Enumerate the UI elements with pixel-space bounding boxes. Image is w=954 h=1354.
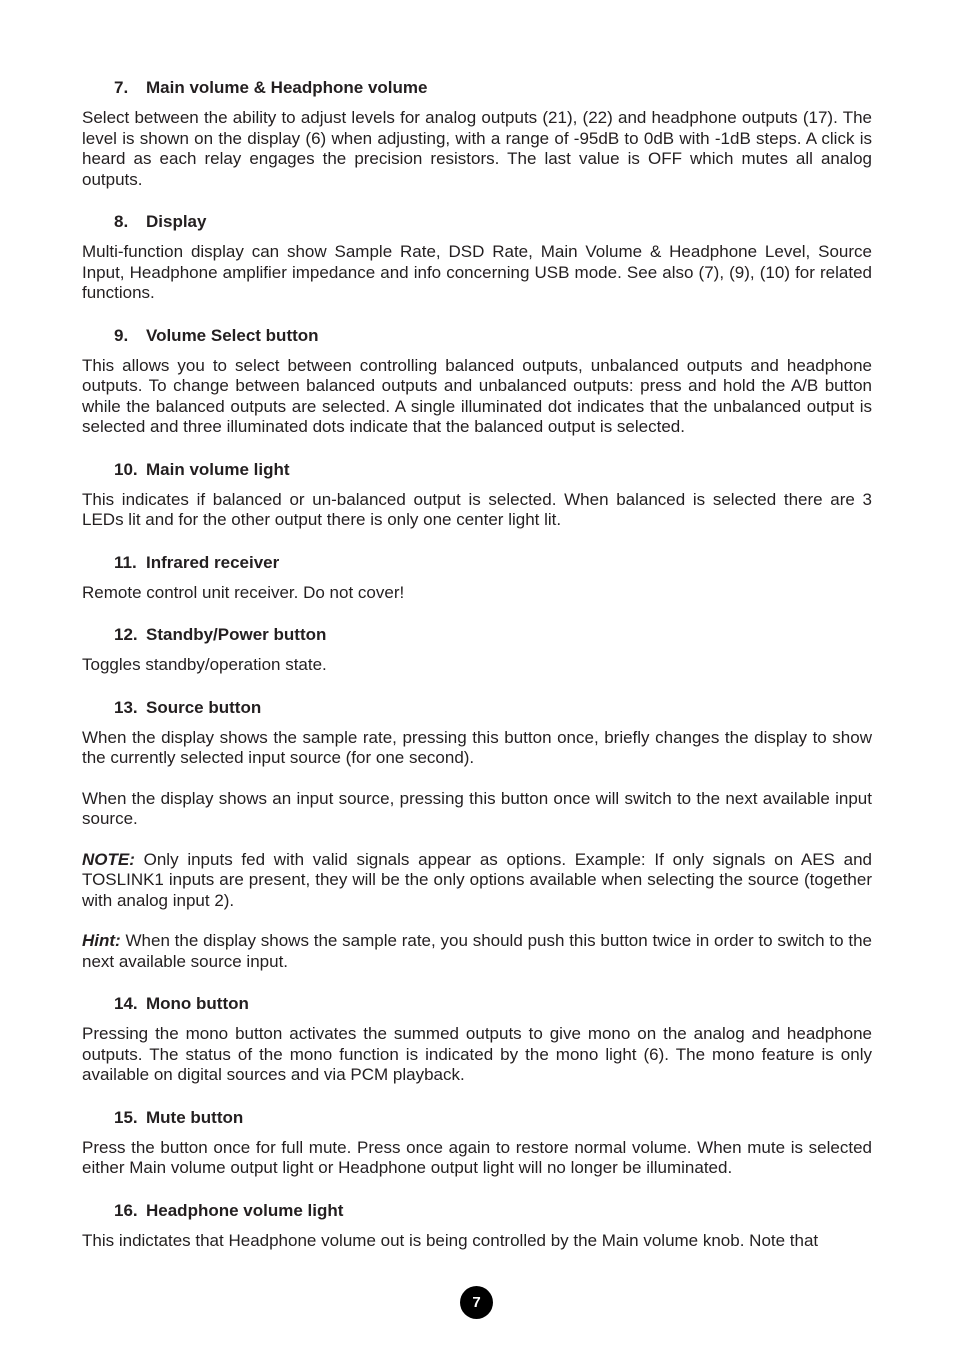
section-heading-display (82, 210, 872, 234)
section-title: Mute button (146, 1107, 244, 1127)
section-number: 13. (114, 697, 138, 717)
page-number-badge: 7 (460, 1286, 493, 1319)
section-number: 12. (114, 625, 138, 644)
section-title: Headphone volume light (146, 1200, 344, 1220)
section-paragraph: This indicates if balanced or un-balanced output is selected. When balanced is selected there are 3 LEDs lit and for the other output there is only one center light lit. (82, 489, 872, 529)
section-heading-mono-button (82, 992, 872, 1016)
hint-paragraph (82, 931, 872, 972)
hint-label: Hint: (82, 931, 121, 950)
section-paragraph: Remote control unit receiver. Do not cover! (82, 582, 405, 602)
section-heading-main-volume (82, 76, 872, 100)
section-paragraph: This indictates that Headphone volume out is being controlled by the Main volume knob. Note that (82, 1230, 819, 1250)
section-paragraph: Pressing the mono button activates the summed outputs to give mono on the analog and headphone outputs. The status of the mono function is indicated by the mono light (6). The mono feature is only available on digital sources and via PCM playback. (82, 1024, 872, 1084)
section-heading-mute-button (82, 1106, 872, 1130)
section-number: 9. (114, 325, 129, 345)
section-paragraph: When the display shows an input source, pressing this button once will switch to the next available input source. (82, 788, 872, 828)
section-number: 16. (114, 1200, 138, 1220)
section-number: 11. (114, 552, 137, 572)
section-paragraph: When the display shows the sample rate, pressing this button once, briefly changes the display to show the currently selected input source (for one second). (82, 727, 872, 767)
section-heading-infrared-receiver (82, 551, 872, 575)
hint-text: When the display shows the sample rate, you should push this button twice in order to switch to the next available source input. (82, 931, 872, 971)
section-paragraph: Multi-function display can show Sample Rate, DSD Rate, Main Volume & Headphone Level, Source Input, Headphone amplifier impedance and info concerning USB mode. See also (7), (9), (10) for related functions. (82, 242, 872, 302)
section-number: 7. (114, 78, 129, 97)
section-number: 15. (114, 1107, 138, 1127)
section-heading-source-button (82, 696, 872, 720)
section-number: 10. (114, 459, 138, 479)
section-paragraph: Select between the ability to adjust levels for analog outputs (21), (22) and headphone outputs (17). The level is shown on the display (6) when adjusting, with a range of -95dB to 0dB with -1dB steps. A click is heard as each relay engages the precision resistors. The last value is OFF which mutes all analog outputs. (82, 108, 872, 189)
section-title: Main volume light (146, 459, 290, 479)
section-title: Standby/Power button (146, 625, 327, 644)
manual-page-content (82, 76, 872, 1271)
section-title: Main volume & Headphone volume (146, 78, 428, 97)
section-title: Display (146, 212, 207, 231)
note-label: NOTE: (82, 849, 135, 869)
section-paragraph: Press the button once for full mute. Press once again to restore normal volume. When mute is selected either Main volume output light or Headphone output light will no longer be illuminated. (82, 1137, 872, 1177)
section-number: 14. (114, 994, 138, 1013)
note-text: Only inputs fed with valid signals appear as options. Example: If only signals on AES and TOSLINK1 inputs are present, they will be the only options available when selecting the source (together with analog input 2). (82, 849, 872, 910)
section-title: Infrared receiver (146, 552, 280, 572)
section-heading-main-volume-light (82, 458, 872, 482)
note-paragraph (82, 850, 872, 912)
section-title: Mono button (146, 994, 249, 1013)
section-heading-volume-select (82, 324, 872, 348)
section-heading-headphone-volume-light (82, 1199, 872, 1223)
section-title: Volume Select button (146, 325, 319, 345)
section-heading-standby-power (82, 623, 872, 647)
section-paragraph: Toggles standby/operation state. (82, 655, 327, 674)
section-title: Source button (146, 697, 262, 717)
section-number: 8. (114, 212, 129, 231)
section-paragraph: This allows you to select between controlling balanced outputs, unbalanced outputs and headphone outputs. To change between balanced outputs and unbalanced outputs: press and hold the A/B button while the balanced outputs are selected. A single illuminated dot indicates that the unbalanced output is selected and three illuminated dots indicate that the balanced output is selected. (82, 355, 872, 436)
